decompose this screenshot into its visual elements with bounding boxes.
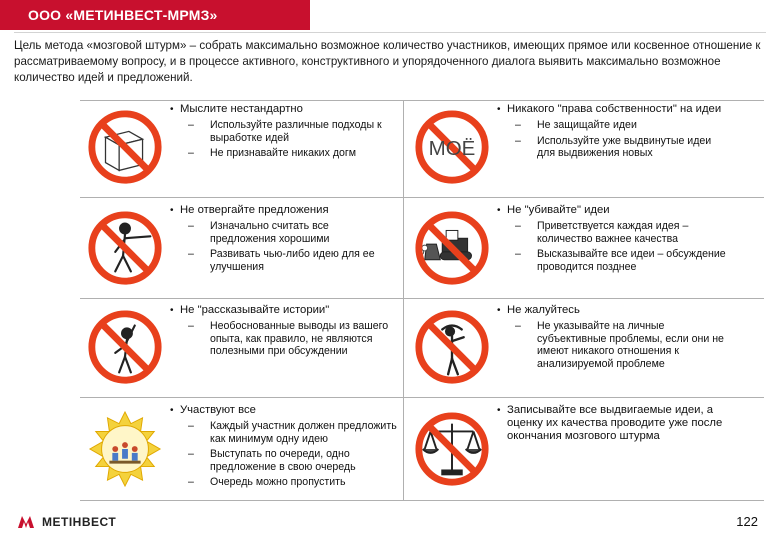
column-divider	[403, 100, 404, 500]
rule-item: Высказывайте все идеи – обсуждение проводится позднее	[537, 248, 726, 273]
rule-block: • Никакого "права собственности" на идеи – Не защищайте идеи – Используйте уже выдвинутые идеи для выдвижения новых	[497, 103, 729, 160]
rule-block: • Записывайте все выдвигаемые идеи, а оценку их качества проводите уже после окончания мозгового штурма	[497, 404, 729, 443]
rule-title: Записывайте все выдвигаемые идеи, а оценку их качества проводите уже после окончания мозгового штурма	[507, 404, 723, 442]
row-divider	[80, 197, 764, 198]
rule-title: Не отвергайте предложения	[180, 204, 329, 216]
rule-title: Не "рассказывайте истории"	[180, 304, 330, 316]
icon-label: МОЁ	[428, 136, 476, 160]
row-divider	[80, 100, 764, 101]
page-title: ООО «МЕТИНВЕСТ-МРМЗ»	[28, 7, 218, 23]
rule-item: Не признавайте никаких догм	[210, 147, 357, 160]
rule-item: Используйте различные подходы к выработке идей	[210, 119, 382, 144]
crossed-complainer-icon	[413, 308, 491, 386]
intro-paragraph: Цель метода «мозговой штурм» – собрать максимально возможное количество участников, имеющих прямое или косвенное отношение к рассматриваемому вопросу, и в процессе активного, конструктивного и упорядоченного диалога выявить максимально возможное количество идей и предложений.	[14, 39, 761, 84]
crossed-pointing-man-icon	[86, 209, 164, 287]
rule-item: Приветствуется каждая идея – количество важнее качества	[537, 220, 689, 245]
rule-block: • Участвуют все – Каждый участник должен предложить как минимум одну идею – Выступать по очереди, одно предложение в свою очередь – Очередь можно пропустить	[170, 404, 400, 489]
crossed-storyteller-icon	[86, 308, 164, 386]
logo-text: МЕТІНВЕСТ	[42, 515, 117, 529]
rule-title: Никакого "права собственности" на идеи	[507, 103, 722, 115]
rule-item: Выступать по очереди, одно предложение в свою очередь	[210, 448, 356, 473]
header-divider	[14, 32, 766, 33]
rule-item: Используйте уже выдвинутые идеи для выдвижения новых	[537, 134, 712, 160]
rule-block: • Мыслите нестандартно – Используйте различные подходы к выработке идей – Не признавайте никаких догм	[170, 103, 396, 160]
row-divider	[80, 397, 764, 398]
metinvest-logo-icon	[16, 514, 36, 530]
rule-block: • Не "убивайте" идеи – Приветствуется каждая идея – количество важнее качества – Высказывайте все идеи – обсуждение проводится позднее	[497, 204, 729, 273]
crossed-box-icon	[86, 108, 164, 186]
rule-block: • Не жалуйтесь – Не указывайте на личные субъективные проблемы, если они не имеют никакого отношения к анализируемой проблеме	[497, 304, 729, 370]
row-divider	[80, 500, 764, 501]
crossed-mine-icon	[413, 108, 491, 186]
rule-block: • Не "рассказывайте истории" – Необоснованные выводы из вашего опыта, как правило, не являются полезными при обсуждении	[170, 304, 400, 358]
row-divider	[80, 298, 764, 299]
rule-item: Каждый участник должен предложить как минимум одну идею	[210, 420, 397, 445]
rule-title: Мыслите нестандартно	[180, 103, 303, 115]
crossed-bulldozer-icon	[413, 209, 491, 287]
rule-item: Изначально считать все предложения хорошими	[210, 220, 330, 245]
crossed-scales-icon	[413, 410, 491, 488]
rule-block: • Не отвергайте предложения – Изначально считать все предложения хорошими – Развивать чью-либо идею для ее улучшения	[170, 204, 396, 273]
rule-item: Не защищайте идеи	[537, 119, 637, 131]
rule-item: Очередь можно пропустить	[210, 476, 346, 489]
rule-item: Необоснованные выводы из вашего опыта, как правило, не являются полезными при обсуждении	[210, 320, 389, 358]
rule-title: Не жалуйтесь	[507, 304, 580, 316]
company-logo	[16, 514, 116, 530]
rule-item: Не указывайте на личные субъективные проблемы, если они не имеют никакого отношения к анализируемой проблеме	[537, 320, 724, 370]
team-sun-icon	[86, 410, 164, 488]
page-number: 122	[736, 514, 758, 529]
rule-title: Не "убивайте" идеи	[507, 204, 610, 216]
rule-title: Участвуют все	[180, 404, 256, 416]
rule-item: Развивать чью-либо идею для ее улучшения	[210, 248, 375, 273]
